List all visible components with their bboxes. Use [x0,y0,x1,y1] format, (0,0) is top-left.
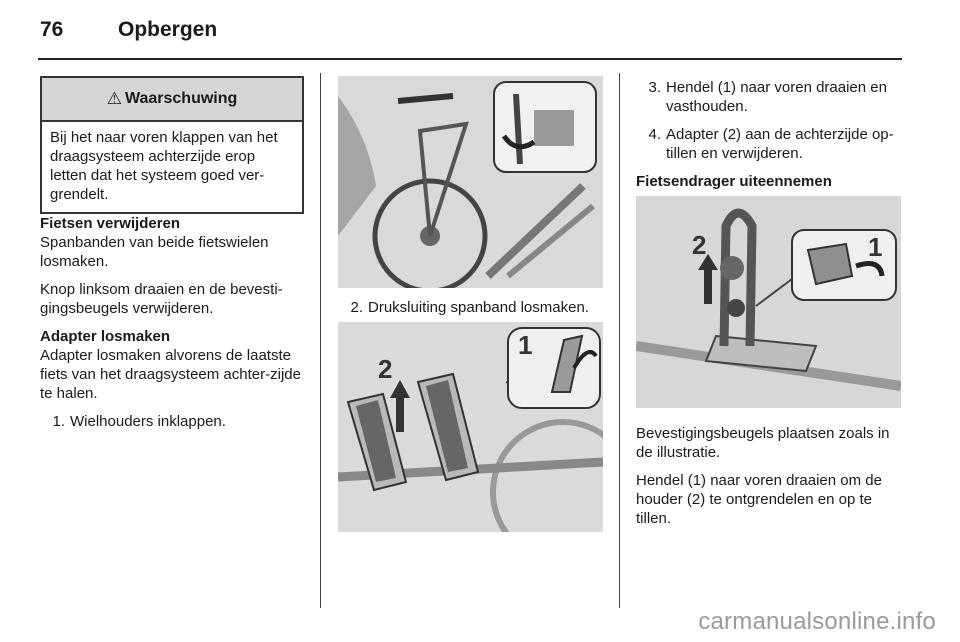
step-text: Wielhouders inklappen. [70,413,226,430]
warning-header [42,78,302,122]
adapter-text: Adapter losmaken alvorens de laatste fiets van het draagsysteem achter-zijde te halen. [40,347,301,402]
step-number: 4. [648,126,661,143]
remove-bikes-heading: Fietsen verwijderen [40,215,181,232]
disassemble-heading: Fietsendrager uiteennemen [636,173,832,190]
step-text: Adapter (2) aan de achterzijde op-tillen en verwijderen. [666,126,894,162]
step-number: 3. [648,79,661,96]
left-column [40,214,308,431]
header-rule [38,58,902,60]
warning-title: Waarschuwing [124,90,238,107]
column-divider-left [320,73,321,608]
right-column-bottom [636,424,902,537]
step-number: 1. [52,413,65,430]
figure-label-2: 2 [378,354,393,384]
list-item-step-2 [338,298,614,317]
middle-column [338,298,614,317]
adapter-rails-drawing [338,322,603,532]
step-number: 2. [350,299,363,316]
bike-carrier-drawing [338,76,603,288]
list-item-step-3 [636,78,902,116]
page-number: 76 [40,18,64,41]
column-divider-right [619,73,620,608]
step-text: Hendel (1) naar voren draaien en vasthouden. [666,79,887,115]
lever-text: Hendel (1) naar voren draaien om de houder (2) te ontgrendelen en op te tillen. [636,472,882,527]
watermark-text: carmanualsonline.info [698,608,936,635]
illustration-adapter-rails [338,322,603,532]
illustration-bike-on-carrier [338,76,603,288]
figure-label-1: 1 [518,330,533,360]
step-text: Druksluiting spanband losmaken. [368,299,589,316]
illustration-carrier-disassembly [636,196,901,408]
list-item-step-1 [40,412,308,431]
carrier-disassembly-drawing [636,196,901,408]
warning-box [40,76,304,214]
right-column [636,78,902,191]
adapter-heading: Adapter losmaken [40,328,171,345]
chapter-title: Opbergen [118,18,218,41]
brackets-text: Bevestigingsbeugels plaatsen zoals in de illustratie. [636,425,890,461]
warning-triangle-icon: ⚠ [106,89,122,108]
figure-label-2: 2 [692,230,707,260]
list-item-step-4 [636,125,902,163]
figure-label-1: 1 [868,232,883,262]
remove-bikes-text-1: Spanbanden van beide fietswielen losmaken. [40,234,269,270]
remove-bikes-text-2: Knop linksom draaien en de bevesti-gingsbeugels verwijderen. [40,281,283,317]
warning-text: Bij het naar voren klappen van het draagsysteem achterzijde erop letten dat het systeem goed ver-grendelt. [50,129,278,203]
